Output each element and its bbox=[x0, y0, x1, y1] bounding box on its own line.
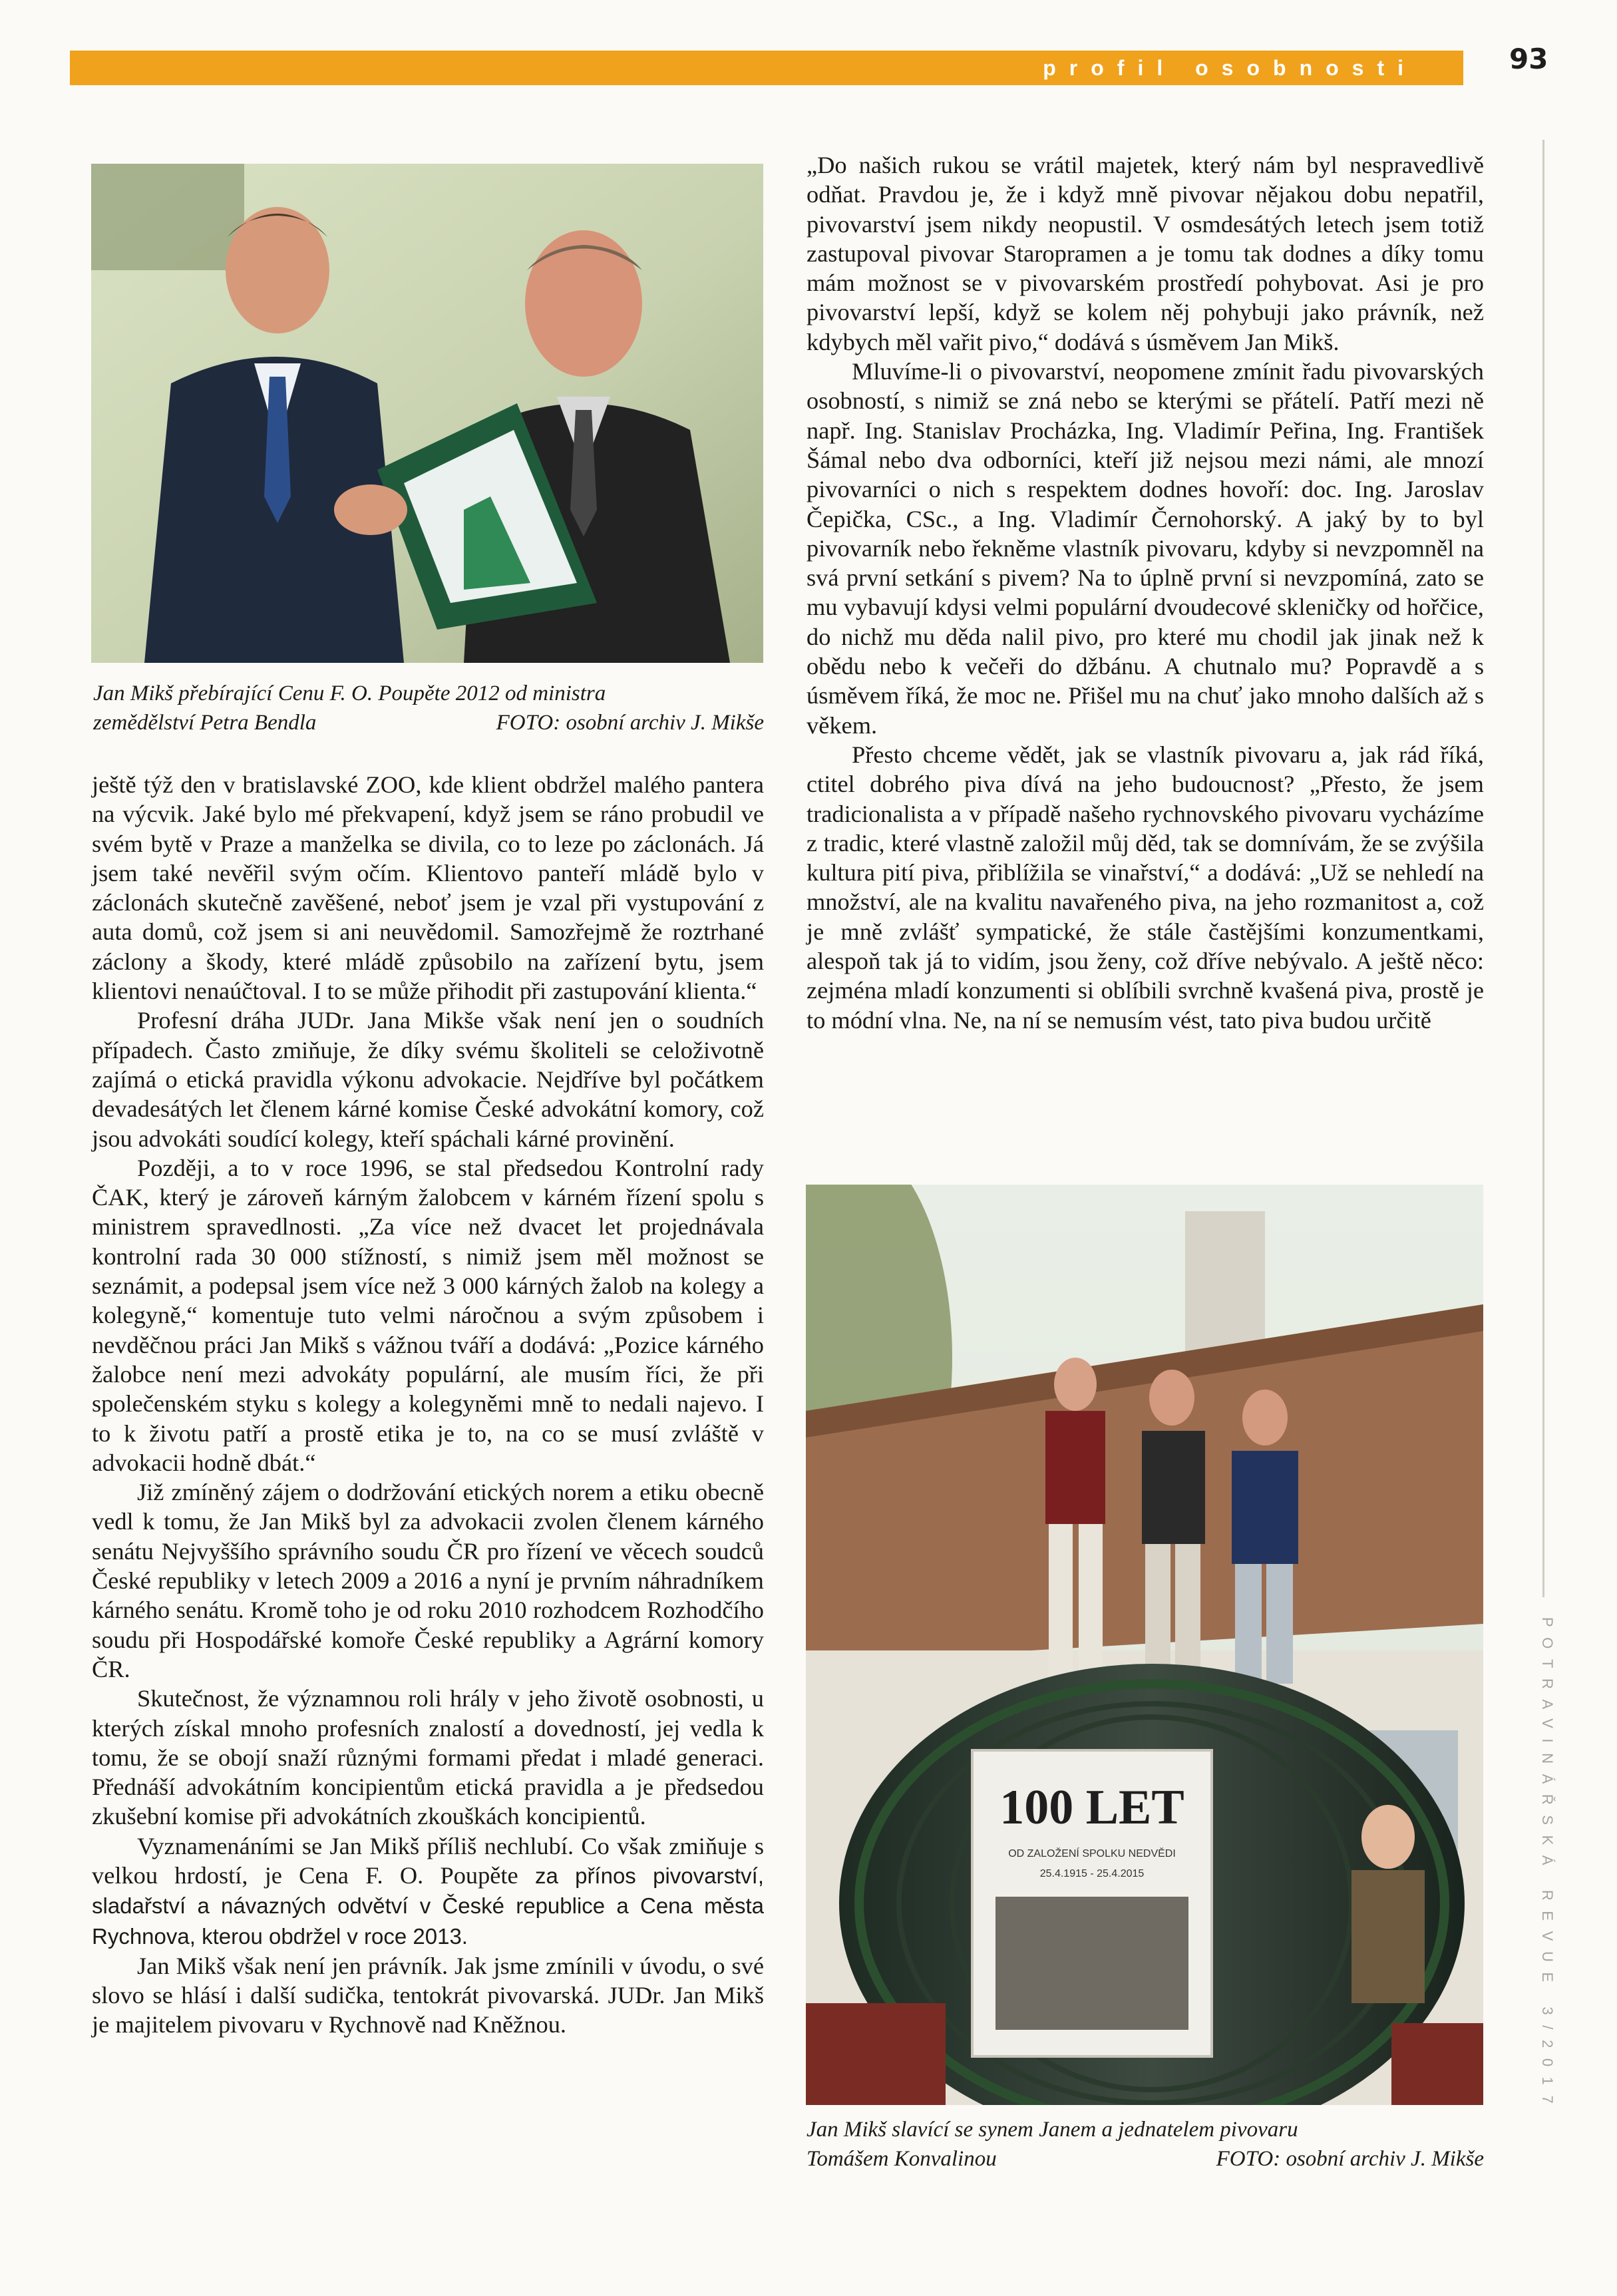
article-column-right bbox=[807, 150, 1484, 1035]
barrel-subtitle: OD ZALOŽENÍ SPOLKU NEDVĚDI bbox=[1008, 1848, 1176, 1859]
article-paragraph: ještě týž den v bratislavské ZOO, kde klient obdržel malého pantera na výcvik. Jaké bylo mé překvapení, když jsem se ráno probudil ve svém bytě v Praze a manželka se divila, co to leze po záclonách. Já jsem také nevěřil svým očím. Klientovo panteří mládě bylo v záclonách skutečně zavěšené, neboť jsem je vzal při vystupování z auta domů, což jsem si ani neuvědomil. Samozřejmě že roztrhané záclony a škody, které mládě způsobilo na zařízení bytu, jsem klientovi nenaúčtoval. I to se může přihodit při zastupování klienta.“ bbox=[92, 771, 764, 1005]
article-paragraph: Přesto chceme vědět, jak se vlastník pivovaru a, jak rád říká, ctitel dobrého piva dívá na jeho budoucnost? „Přesto, že jsem tradicionalista a v případě našeho rychnovského pivovaru vycházíme z tradic, které vlastně založil můj děd, tak se domnívám, že se zvýšila kultura pití piva, přiblížila se vinařství,“ a dodává: „Už se nehledí na množství, ale na kvalitu navařeného piva, na jeho rozmanitost a, což je mně zvlášť sympatické, že stále častějšími konzumentkami, alespoň tak já to vidím, jsou ženy, což dříve nebývalo. A ještě něco: zejména mladí konzumenti si oblíbili svrchně kvašená piva, prostě je to módní vlna. Ne, na ní se nemusím vést, tato piva budou určitě bbox=[807, 741, 1484, 1034]
section-title: profil osobnosti bbox=[1043, 55, 1417, 80]
article-paragraph bbox=[92, 1831, 764, 1951]
caption-line: Tomášem Konvalinou bbox=[807, 2147, 997, 2171]
side-rule-divider bbox=[1542, 140, 1544, 1597]
magazine-name-vertical: POTRAVINÁŘSKÁ REVUE 3/2017 bbox=[1539, 1617, 1556, 2114]
barrel-title: 100 LET bbox=[999, 1780, 1184, 1835]
article-bold-text: za přínos pivovarství, sladařství a návazných odvětví v České republice a Cena města Rychnova, kterou obdržel v roce 2013. bbox=[92, 1863, 764, 1949]
barrel-photo-caption bbox=[807, 2115, 1484, 2174]
article-paragraph: Profesní dráha JUDr. Jana Mikše však není jen o soudních případech. Často zmiňuje, že díky svému školiteli se celoživotně zajímá o etická pravidla výkonu advokacie. Nejdříve byl počátkem devadesátých let členem kárné komise České advokátní komory, což jsou advokáti soudící kolegy, kteří spáchali kárné provinění. bbox=[92, 1007, 764, 1152]
caption-line: Jan Mikš přebírající Cenu F. O. Poupěte 2012 od ministra bbox=[93, 681, 606, 705]
photo-credit: FOTO: osobní archiv J. Mikše bbox=[496, 711, 764, 735]
barrel-photo bbox=[806, 1185, 1483, 2105]
article-text: Vyznamenáními se Jan Mikš příliš nechlubí. Co však zmiňuje s velkou hrdostí, je Cena F. O. Poupěte bbox=[92, 1832, 764, 1889]
article-column-left bbox=[92, 770, 764, 2040]
award-photo-caption bbox=[93, 679, 764, 737]
award-photo bbox=[91, 164, 763, 663]
article-paragraph: „Do našich rukou se vrátil majetek, který nám byl nespravedlivě odňat. Pravdou je, že i když mně pivovar nějakou dobu nepatřil, pivovarství jsem nikdy neopustil. V osmdesátých letech jsem totiž zastupoval pivovar Staropramen a je tomu tak dodnes a díky tomu mám možnost se v pivovarském prostředí pohybovat. Asi je pro pivovarství lepší, když se kolem něj pohybuji jako právník, než kdybych měl vařit pivo,“ dodává s úsměvem Jan Mikš. bbox=[807, 152, 1484, 355]
article-paragraph: Později, a to v roce 1996, se stal předsedou Kontrolní rady ČAK, který je zároveň kárným žalobcem v kárném řízení spolu s ministrem spravedlnosti. „Za více než dvacet let projednávala kontrolní rada 30 000 stížností, s nimiž jsem měl možnost se seznámit, a podepsal jsem více než 3 000 kárných žalob na kolegy a kolegyně,“ komentuje tuto velmi náročnou a svým způsobem i nevděčnou práci Jan Mikš s vážnou tváří a dodává: „Pozice kárného žalobce není mezi advokáty populární, ale musím říci, že při společenském styku s kolegy a kolegyněmi mně to nedali najevo. I to k životu patří a prostě etika je to, na co se musí zvláště v advokacii hodně dbát.“ bbox=[92, 1154, 764, 1476]
caption-line: zemědělství Petra Bendla bbox=[93, 711, 317, 735]
article-paragraph: Již zmíněný zájem o dodržování etických norem a etiku obecně vedl k tomu, že Jan Mikš byl za advokacii zvolen členem kárného senátu Nejvyššího správního soudu ČR pro řízení ve věcech soudců České republiky v letech 2009 a 2016 a nyní je prvním náhradníkem kárného senátu. Kromě toho je od roku 2010 rozhodcem Rozhodčího soudu při Hospodářské komoře České republiky a Agrární komory ČR. bbox=[92, 1479, 764, 1682]
article-paragraph: Mluvíme-li o pivovarství, neopomene zmínit řadu pivovarských osobností, s nimiž se zná nebo se kterými se přátelí. Patří mezi ně např. Ing. Stanislav Procházka, Ing. Vladimír Peřina, Ing. František Šámal nebo dva odborníci, kteří již nejsou mezi námi, ale mnozí pivovarníci o nich s respektem dodnes hovoří: doc. Ing. Jaroslav Čepička, CSc., a Ing. Vladimír Černohorský. A jaký by to byl pivovarník nebo řekněme vlastník pivovaru, kdyby si nevzpomněl na svá první setkání s pivem? Na to úplně první si nevzpomíná, zato se mu vybavují kdysi velmi populární dvoudecové skleničky od hořčice, do nichž mu děda nalil pivo, pro které mu chodil jak jinak než k obědu nebo k večeři do džbánu. A chutnalo mu? Popravdě a s úsměvem říká, že moc ne. Přišel mu na chuť jako mnoho dalších až s věkem. bbox=[807, 358, 1484, 739]
photo-credit: FOTO: osobní archiv J. Mikše bbox=[1216, 2147, 1484, 2171]
article-paragraph: Skutečnost, že významnou roli hrály v jeho životě osobnosti, u kterých získal mnoho profesních znalostí a dovedností, jej vedla k tomu, že se obojí snaží různými formami předat i mladé generaci. Přednáší advokátním koncipientům etická pravidla a je předsedou zkušební komise při advokátních zkouškách koncipientů. bbox=[92, 1685, 764, 1830]
caption-line: Jan Mikš slavící se synem Janem a jednatelem pivovaru bbox=[807, 2118, 1298, 2142]
section-header-band bbox=[70, 51, 1463, 85]
article-paragraph: Jan Mikš však není jen právník. Jak jsme zmínili v úvodu, o své slovo se hlásí i další sudička, tentokrát pivovarská. JUDr. Jan Mikš je majitelem pivovaru v Rychnově nad Kněžnou. bbox=[92, 1952, 764, 2038]
page-number: 93 bbox=[1509, 43, 1548, 75]
barrel-dates: 25.4.1915 - 25.4.2015 bbox=[1039, 1868, 1145, 1879]
